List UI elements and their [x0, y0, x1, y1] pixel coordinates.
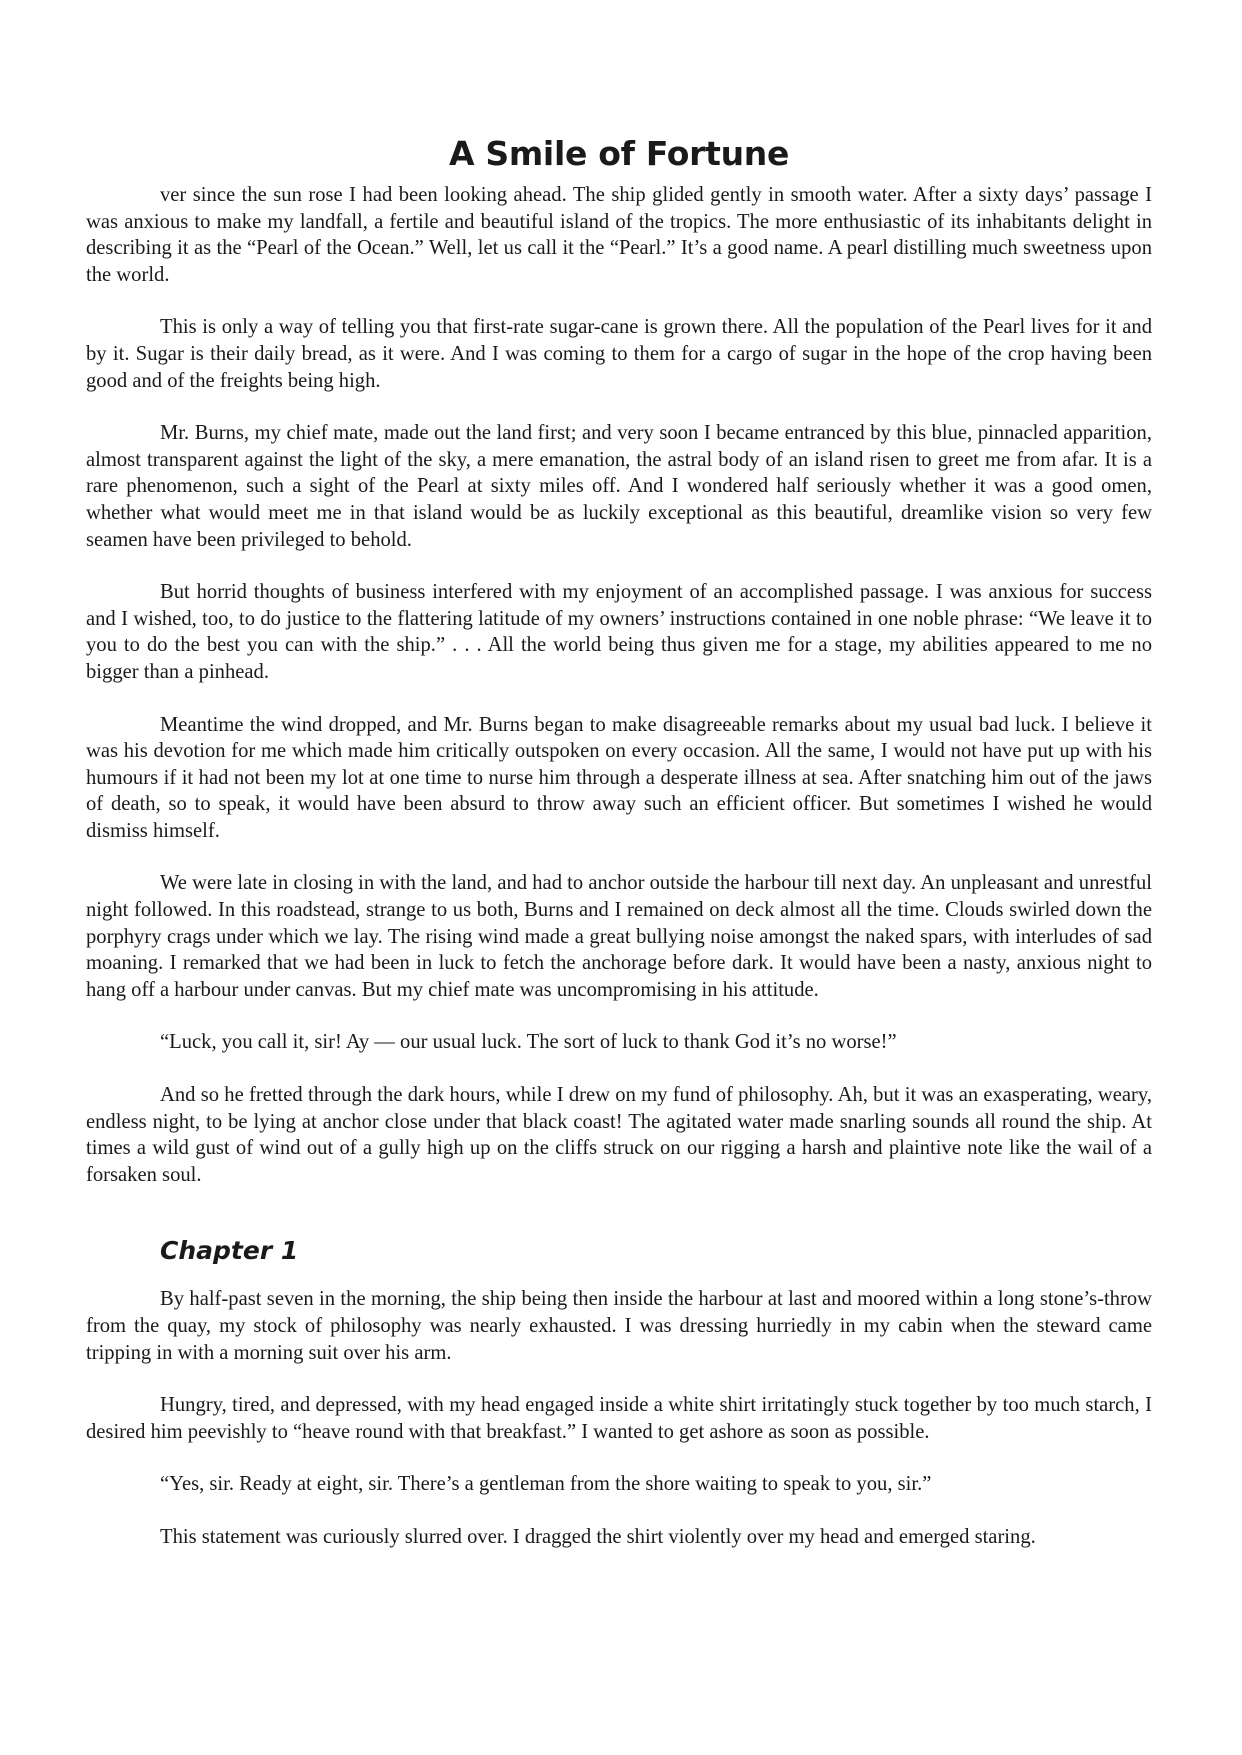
- paragraph: This statement was curiously slurred over. I dragged the shirt violently over my head and emerged staring.: [160, 1525, 1036, 1548]
- paragraph: Meantime the wind dropped, and Mr. Burns began to make disagreeable remarks about my usual bad luck. I believe it was his devotion for me which made him critically outspoken on every occasion. All the same, I would not have put up with his humours if it had not been my lot at one time to nurse him through a desperate illness at sea. After snatching him out of the jaws of death, so to speak, it would have been absurd to throw away such an efficient officer. But sometimes I wished he would dismiss himself.: [86, 713, 1152, 842]
- document-page: [86, 132, 1152, 1577]
- document-title: A Smile of Fortune: [448, 134, 790, 173]
- paragraph: This is only a way of telling you that first-rate sugar-cane is grown there. All the population of the Pearl lives for it and by it. Sugar is their daily bread, as it were. And I was coming to them for a cargo of sugar in the hope of the crop having been good and of the freights being high.: [86, 316, 1152, 392]
- paragraph: “Yes, sir. Ready at eight, sir. There’s a gentleman from the shore waiting to speak to you, sir.”: [160, 1473, 932, 1496]
- paragraph: And so he fretted through the dark hours, while I drew on my fund of philosophy. Ah, but it was an exasperating, weary, endless night, to be lying at anchor close under that black coast! The agitated water made snarling sounds all round the ship. At times a wild gust of wind out of a gully high up on the cliffs struck on our rigging a harsh and plaintive note like the wail of a forsaken soul.: [86, 1084, 1152, 1186]
- paragraph: By half-past seven in the morning, the ship being then inside the harbour at last and moored within a long stone’s-throw from the quay, my stock of philosophy was nearly exhausted. I was dressing hurriedly in my cabin when the steward came tripping in with a morning suit over his arm.: [86, 1288, 1152, 1364]
- paragraph: We were late in closing in with the land, and had to anchor outside the harbour till next day. An unpleasant and unrestful night followed. In this roadstead, strange to us both, Burns and I remained on deck almost all the time. Clouds swirled down the porphyry crags under which we lay. The rising wind made a great bullying noise amongst the naked spars, with interludes of sad moaning. I remarked that we had been in luck to fetch the anchorage before dark. It would have been a nasty, anxious night to hang off a harbour under canvas. But my chief mate was uncompromising in his attitude.: [86, 872, 1152, 1001]
- paragraph: ver since the sun rose I had been looking ahead. The ship glided gently in smooth water. After a sixty days’ passage I was anxious to make my landfall, a fertile and beautiful island of the tropics. The more enthusiastic of its inhabitants delight in describing it as the “Pearl of the Ocean.” Well, let us call it the “Pearl.” It’s a good name. A pearl distilling much sweetness upon the world.: [86, 184, 1152, 286]
- paragraph: Mr. Burns, my chief mate, made out the land first; and very soon I became entranced by this blue, pinnacled apparition, almost transparent against the light of the sky, a mere emanation, the astral body of an island risen to greet me from afar. It is a rare phenomenon, such a sight of the Pearl at sixty miles off. And I wondered half seriously whether it was a good omen, whether what would meet me in that island would be as luckily exceptional as this beautiful, dreamlike vision so very few seamen have been privileged to behold.: [86, 422, 1152, 551]
- chapter-heading: Chapter 1: [160, 1236, 299, 1266]
- paragraph: “Luck, you call it, sir! Ay — our usual luck. The sort of luck to thank God it’s no worse!”: [160, 1031, 897, 1054]
- paragraph: But horrid thoughts of business interfered with my enjoyment of an accomplished passage. I was anxious for success and I wished, too, to do justice to the flattering latitude of my owners’ instructions contained in one noble phrase: “We leave it to you to do the best you can with the ship.” . . . All the world being thus given me for a stage, my abilities appeared to me no bigger than a pinhead.: [86, 581, 1152, 683]
- paragraph: Hungry, tired, and depressed, with my head engaged inside a white shirt irritatingly stuck together by too much starch, I desired him peevishly to “heave round with that breakfast.” I wanted to get ashore as soon as possible.: [86, 1394, 1152, 1443]
